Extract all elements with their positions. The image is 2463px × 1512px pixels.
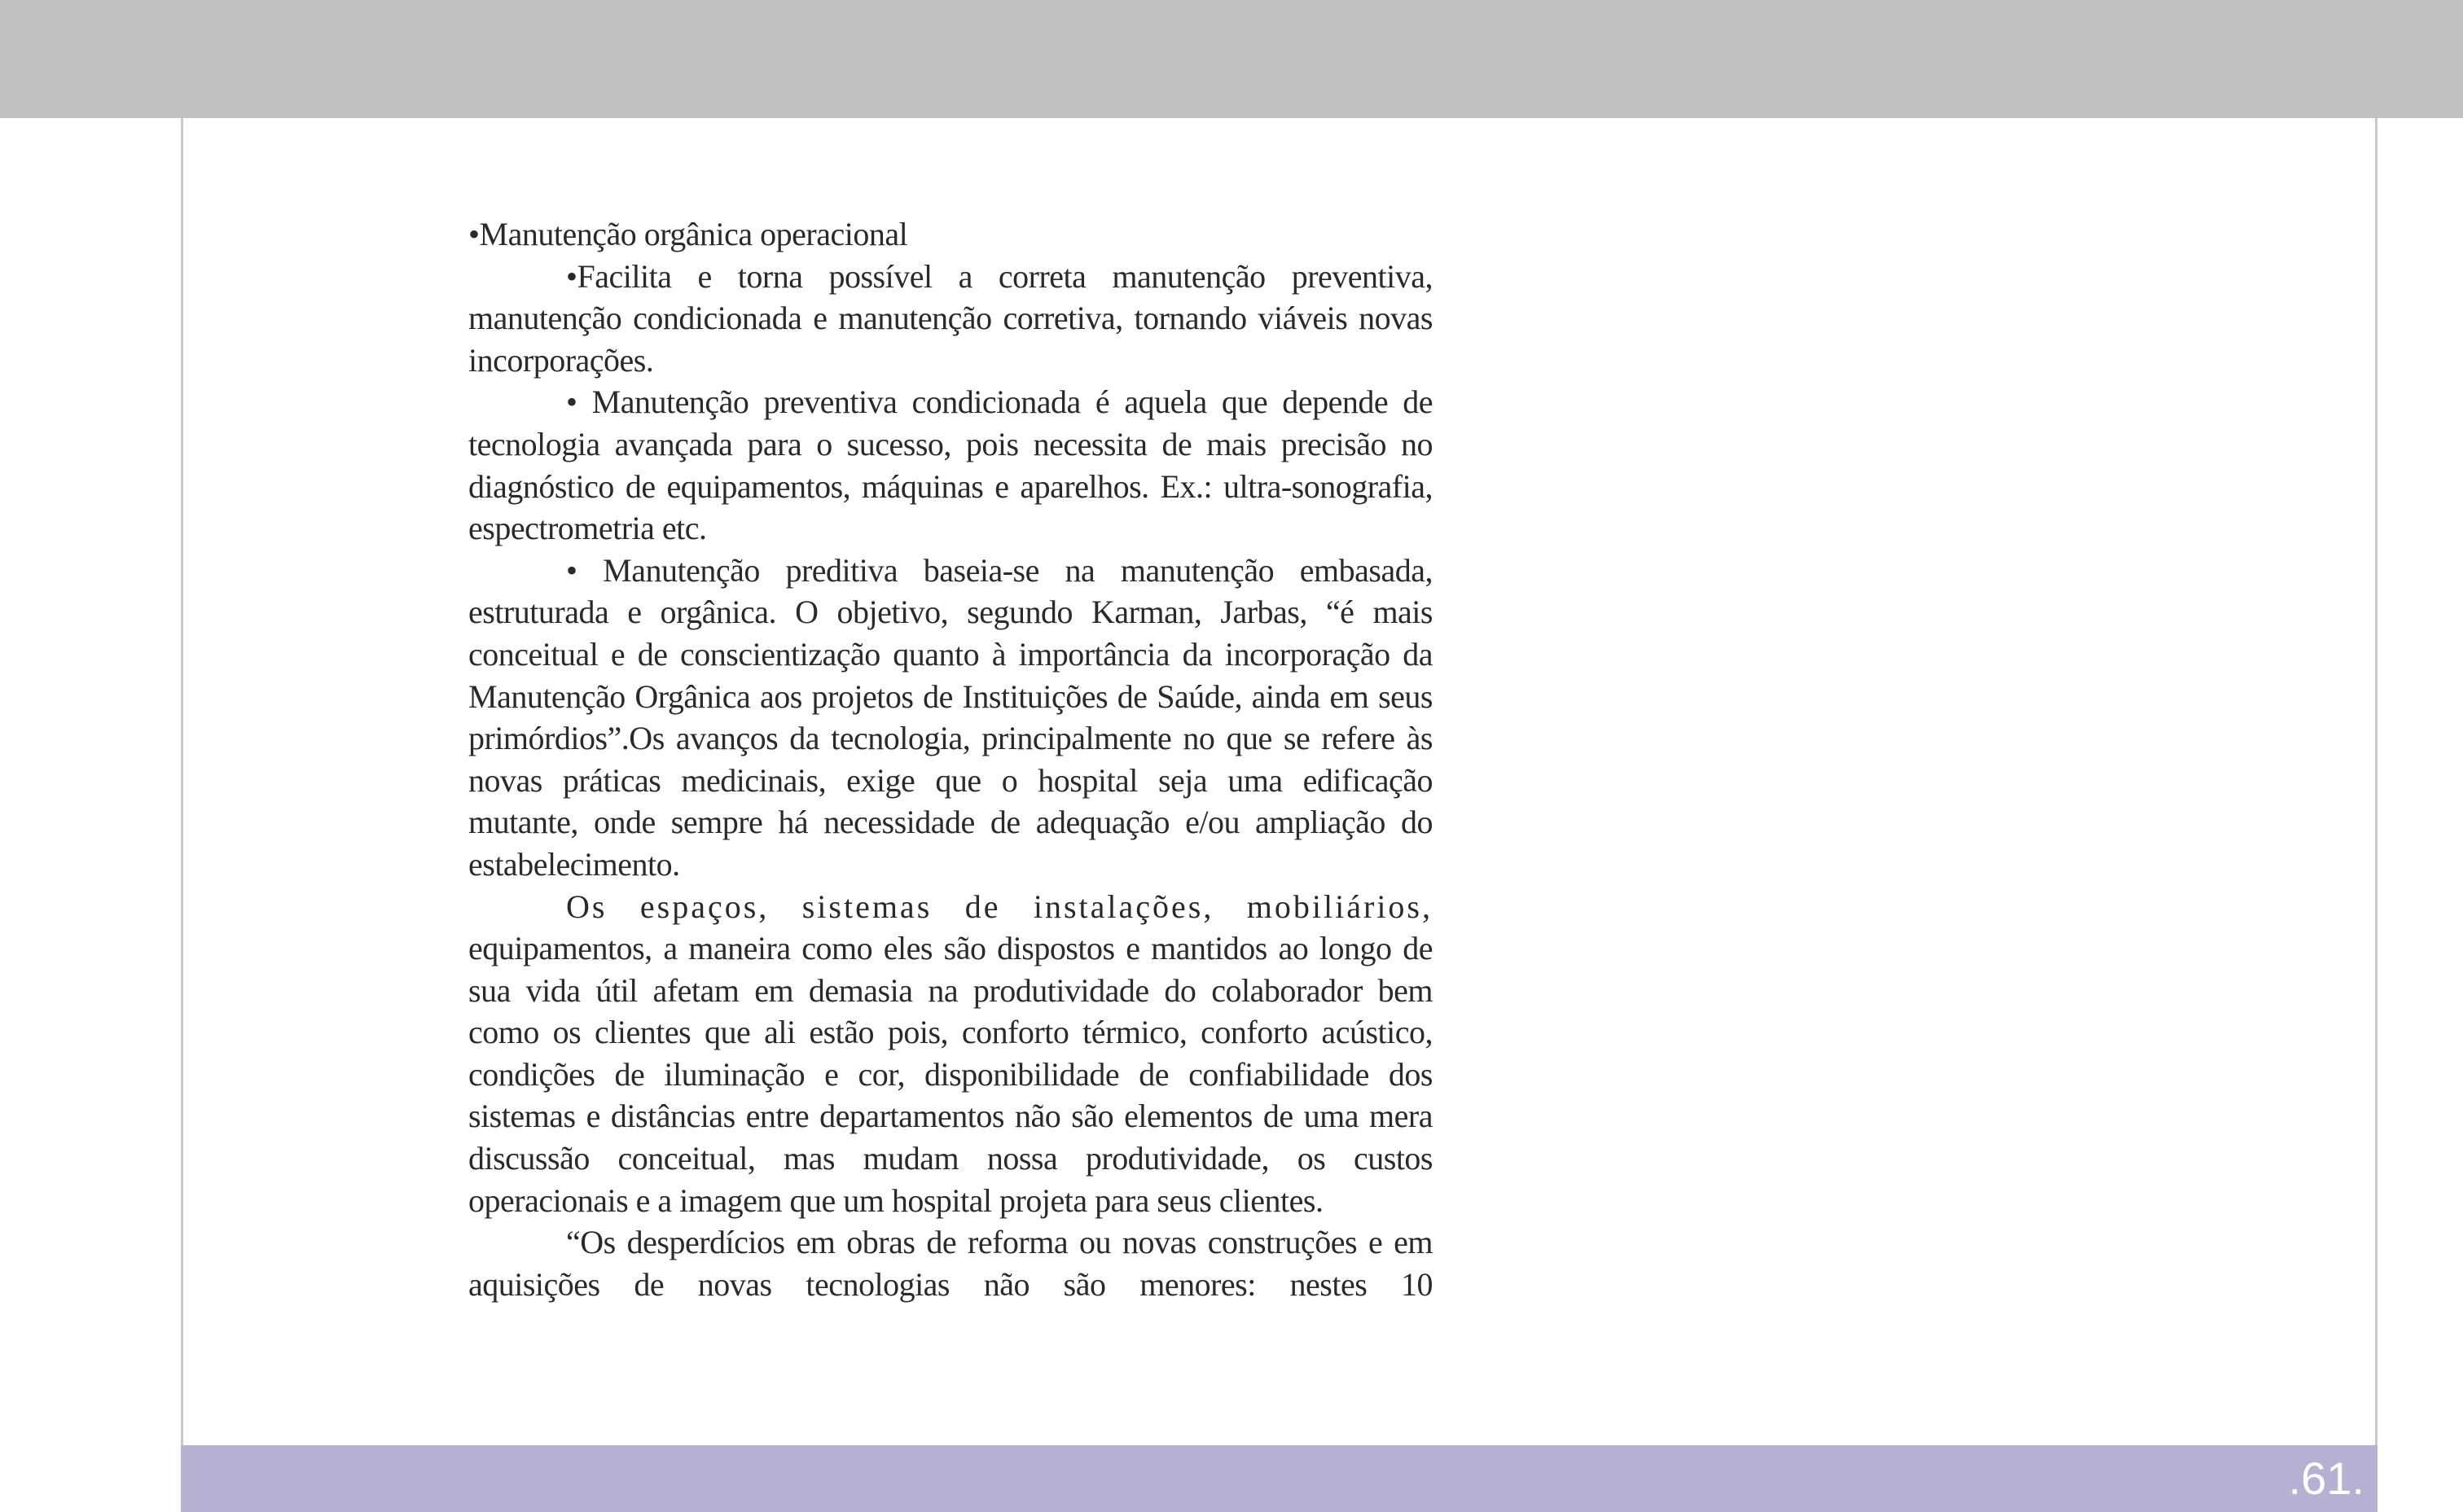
paragraph-organic-maintenance-heading: •Manutenção orgânica operacional bbox=[468, 216, 908, 252]
paragraph-predictive: • Manutenção preditiva baseia-se na manutenção embasada, estruturada e orgânica. O objetivo, segundo Karman, Jarbas, “é mais conceitual e de conscientização quanto à importância da incorporação da Manutenção Orgânica aos projetos de Instituições de Saúde, ainda em seus primórdios”.Os avanços da tecnologia, principalmente no que se refere às novas práticas medicinais, exige que o hospital seja uma edificação mutante, onde sempre há necessidade de adequação e/ou ampliação do estabelecimento. bbox=[468, 551, 1433, 883]
footer-band bbox=[181, 1445, 2377, 1512]
top-gray-band bbox=[0, 0, 2463, 118]
paragraph-spaces-first-line: Os espaços, sistemas de instalações, mobiliários, bbox=[566, 887, 1433, 925]
page-number: .61. bbox=[2288, 1453, 2364, 1504]
body-text bbox=[468, 213, 1433, 1305]
paragraph-facilitates: •Facilita e torna possível a correta manutenção preventiva, manutenção condicionada e manutenção corretiva, tornando viáveis novas incorporações. bbox=[468, 257, 1433, 379]
paragraph-spaces-continued: equipamentos, a maneira como eles são dispostos e mantidos ao longo de sua vida útil afetam em demasia na produtividade do colaborador bem como os clientes que ali estão pois, conforto térmico, conforto acústico, condições de iluminação e cor, disponibilidade de confiabilidade dos sistemas e distâncias entre departamentos não são elementos de uma mera discussão conceitual, mas mudam nossa produtividade, os custos operacionais e a imagem que um hospital projeta para seus clientes. bbox=[468, 930, 1433, 1219]
paragraph-waste-quote: “Os desperdícios em obras de reforma ou novas construções e em aquisições de novas tecnologias não são menores: nestes 10 bbox=[468, 1224, 1433, 1303]
paragraph-preventive-conditioned: • Manutenção preventiva condicionada é aquela que depende de tecnologia avançada para o sucesso, pois necessita de mais precisão no diagnóstico de equipamentos, máquinas e aparelhos. Ex.: ultra-sonografia, espectrometria etc. bbox=[468, 383, 1433, 547]
